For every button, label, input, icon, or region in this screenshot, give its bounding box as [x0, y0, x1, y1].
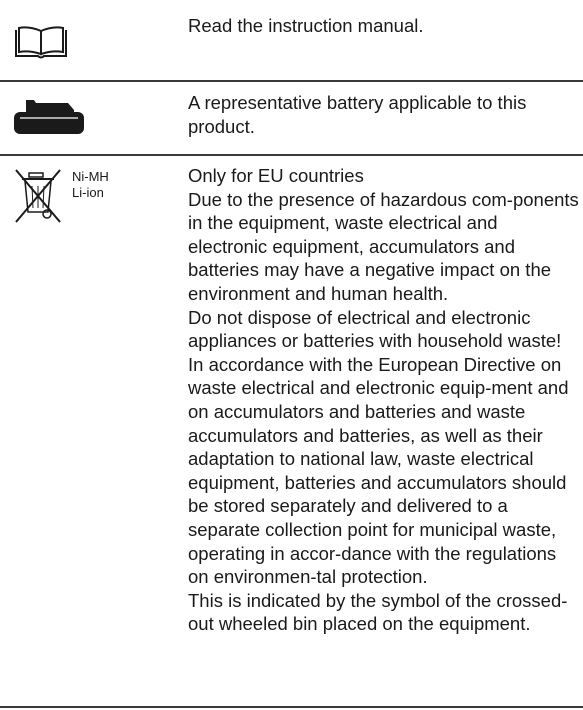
row-instruction-manual [0, 0, 583, 80]
battery-type-labels [72, 169, 109, 201]
divider [0, 706, 583, 708]
battery-icon [12, 98, 86, 141]
symbol-paragraph: This is indicated by the symbol of the crossed-out wheeled bin placed on the equipment. [188, 589, 568, 635]
label-ni-mh: Ni-MH [72, 169, 109, 184]
label-li-ion: Li-ion [72, 185, 104, 200]
row-disposal [0, 156, 583, 708]
battery-text: A representative battery applicable to this product. [188, 92, 527, 137]
directive-paragraph: In accordance with the European Directive on waste electrical and electronic equip-ment and on accumulators and batteries and waste accumulators and batteries, as well as their adaptation to national law, waste electrical equipment, batteries and accumulators should be stored separately and delivered to a separate collection point for municipal waste, operating in accor-dance with the regulations on environmen-tal protection. [188, 353, 569, 588]
row-battery [0, 82, 583, 154]
dispose-warning: Do not dispose of electrical and electronic appliances or batteries with household waste! [188, 306, 562, 352]
hazard-paragraph: Due to the presence of hazardous com-ponents in the equipment, waste electrical and electronic equipment, accumulators and batteries may have a negative impact on the environment and human health. [188, 188, 579, 304]
eu-countries-heading: Only for EU countries [188, 165, 364, 186]
instruction-manual-text: Read the instruction manual. [188, 15, 424, 36]
book-icon [14, 26, 68, 65]
crossed-bin-icon [14, 168, 64, 229]
